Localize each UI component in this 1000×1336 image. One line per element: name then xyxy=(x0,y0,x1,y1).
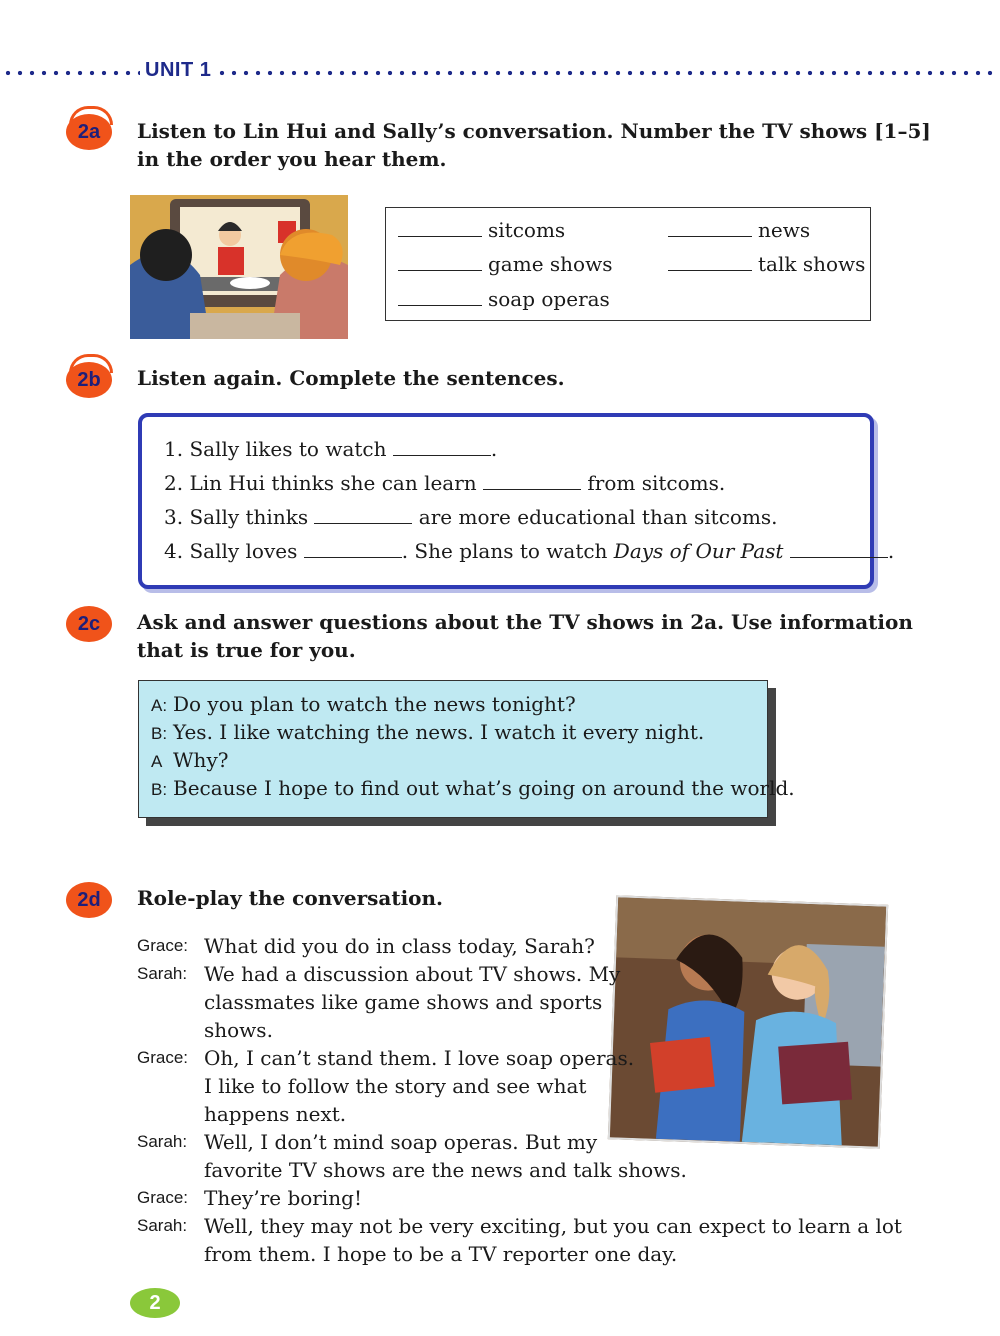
header-dots-left xyxy=(2,70,140,76)
dialogue-line xyxy=(151,776,795,800)
tv-shows-numbering-box xyxy=(385,207,871,321)
answer-blank[interactable] xyxy=(398,220,482,237)
badge-label: 2c xyxy=(77,613,101,635)
section-badge-2a xyxy=(66,114,112,150)
roleplay-line: shows. xyxy=(204,1018,273,1042)
option-row xyxy=(398,252,612,276)
option-label: talk shows xyxy=(758,252,866,276)
sentence-text: . She plans to watch xyxy=(401,539,614,563)
speaker-name: Grace: xyxy=(137,1048,189,1067)
roleplay-line: from them. I hope to be a TV reporter one day. xyxy=(204,1242,678,1266)
instruction-2b: Listen again. Complete the sentences. xyxy=(137,366,565,390)
sentence-2 xyxy=(164,471,725,495)
instruction-2c-line2: that is true for you. xyxy=(137,638,356,662)
unit-title: UNIT 1 xyxy=(145,59,212,81)
roleplay-line: I like to follow the story and see what xyxy=(204,1074,587,1098)
option-label: soap operas xyxy=(488,287,610,311)
speaker-name: Sarah: xyxy=(137,1216,188,1235)
answer-blank[interactable] xyxy=(483,473,581,490)
section-badge-2b xyxy=(66,362,112,398)
dialogue-text: Do you plan to watch the news tonight? xyxy=(173,692,576,716)
sample-dialogue-box xyxy=(138,680,795,818)
students-photo xyxy=(608,895,888,1148)
speaker-label: A xyxy=(151,752,163,771)
option-label: news xyxy=(758,218,811,242)
answer-blank[interactable] xyxy=(304,541,402,558)
instruction-2c xyxy=(137,608,913,664)
sentence-text: 1. Sally likes to watch xyxy=(164,437,393,461)
sentence-3 xyxy=(164,505,778,529)
option-label: sitcoms xyxy=(488,218,566,242)
instruction-2a xyxy=(137,117,931,173)
answer-blank[interactable] xyxy=(668,254,752,271)
section-badge-2c xyxy=(66,606,112,642)
option-row xyxy=(668,218,810,242)
instruction-2a-line2: in the order you hear them. xyxy=(137,147,447,171)
roleplay-line: What did you do in class today, Sarah? xyxy=(204,934,595,958)
speaker-name: Grace: xyxy=(137,936,189,955)
section-badge-2d xyxy=(66,882,112,918)
speaker-name: Sarah: xyxy=(137,964,188,983)
page-number: 2 xyxy=(130,1288,180,1318)
sentence-text: from sitcoms. xyxy=(581,471,726,495)
option-label: game shows xyxy=(488,252,613,276)
dialogue-line xyxy=(151,748,228,772)
answer-blank[interactable] xyxy=(398,289,482,306)
option-row xyxy=(668,252,865,276)
speaker-label: B: xyxy=(151,724,168,743)
answer-blank[interactable] xyxy=(393,439,491,456)
sentence-text: 4. Sally loves xyxy=(164,539,304,563)
sentence-text: 3. Sally thinks xyxy=(164,505,315,529)
roleplay-line: We had a discussion about TV shows. My xyxy=(204,962,621,986)
badge-label: 2a xyxy=(77,121,101,143)
students-photo-svg xyxy=(610,897,886,1146)
dialogue-line xyxy=(151,720,704,744)
tv-watching-illustration-svg xyxy=(130,195,348,339)
headphones-icon xyxy=(69,106,113,125)
dialogue-text: Yes. I like watching the news. I watch it every night. xyxy=(173,720,705,744)
roleplay-line: happens next. xyxy=(204,1102,347,1126)
show-title: Days of Our Past xyxy=(613,539,784,563)
speaker-label: A: xyxy=(151,696,168,715)
answer-blank[interactable] xyxy=(398,254,482,271)
instruction-2d: Role-play the conversation. xyxy=(137,886,444,910)
speaker-name: Sarah: xyxy=(137,1132,188,1151)
answer-blank[interactable] xyxy=(314,507,412,524)
sentence-text: . xyxy=(490,437,498,461)
roleplay-line: They’re boring! xyxy=(204,1186,362,1210)
roleplay-line: Well, I don’t mind soap operas. But my xyxy=(204,1130,598,1154)
answer-blank[interactable] xyxy=(668,220,752,237)
roleplay-line: classmates like game shows and sports xyxy=(204,990,603,1014)
headphones-icon xyxy=(69,354,113,373)
dialogue-line xyxy=(151,692,576,716)
sentence-text: 2. Lin Hui thinks she can learn xyxy=(164,471,484,495)
speaker-name: Grace: xyxy=(137,1188,189,1207)
instruction-2c-line1: Ask and answer questions about the TV shows in 2a. Use information xyxy=(137,610,913,634)
option-row xyxy=(398,218,565,242)
dialogue-text: Because I hope to find out what’s going on around the world. xyxy=(173,776,795,800)
sentence-completion-box xyxy=(138,413,895,589)
badge-label: 2b xyxy=(77,369,101,391)
roleplay-line: Oh, I can’t stand them. I love soap operas. xyxy=(204,1046,635,1070)
sentence-text: . xyxy=(887,539,895,563)
sentence-1 xyxy=(164,437,497,461)
instruction-2a-line1: Listen to Lin Hui and Sally’s conversation. Number the TV shows [1–5] xyxy=(137,119,931,143)
dialogue-text: Why? xyxy=(173,748,229,772)
roleplay-line: favorite TV shows are the news and talk shows. xyxy=(204,1158,687,1182)
sentence-text: are more educational than sitcoms. xyxy=(412,505,778,529)
roleplay-line: Well, they may not be very exciting, but you can expect to learn a lot xyxy=(204,1214,902,1238)
badge-label: 2d xyxy=(77,889,101,911)
option-row xyxy=(398,287,610,311)
answer-blank[interactable] xyxy=(790,541,888,558)
speaker-label: B: xyxy=(151,780,168,799)
header-dots-right xyxy=(216,70,998,76)
tv-watching-illustration xyxy=(130,195,348,339)
sentence-4 xyxy=(164,539,894,563)
